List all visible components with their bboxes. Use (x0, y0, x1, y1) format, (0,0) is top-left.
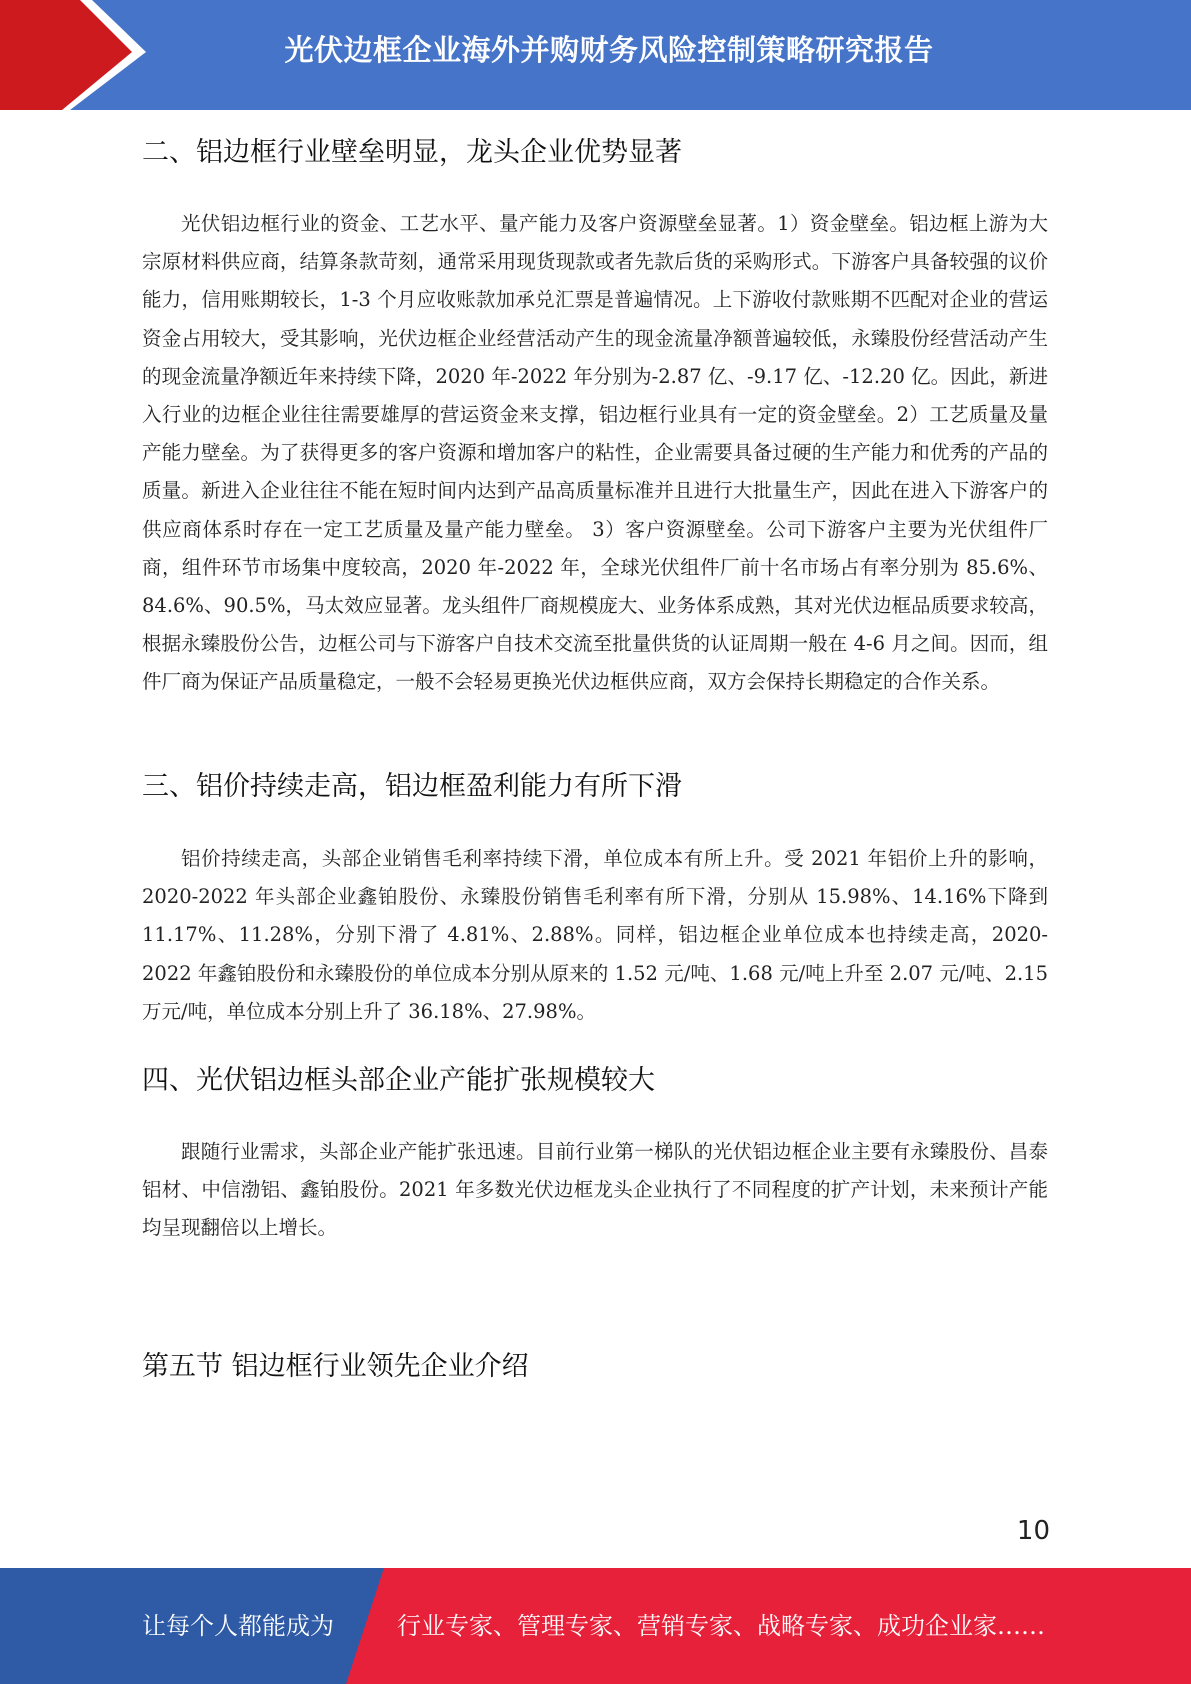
chapter-heading-leading-companies: 第五节 铝边框行业领先企业介绍 (142, 1351, 529, 1382)
header-banner (0, 0, 1191, 110)
page-number: 10 (1016, 1516, 1050, 1546)
section-paragraph-capacity: 跟随行业需求，头部企业产能扩张迅速。目前行业第一梯队的光伏铝边框企业主要有永臻股份、昌泰铝材、中信渤铝、鑫铂股份。2021 年多数光伏边框龙头企业执行了不同程度的扩产计划，未来预计产能均呈现翻倍以上增长。 (142, 1140, 1048, 1240)
footer-banner (0, 1568, 1191, 1684)
section-paragraph-barriers: 光伏铝边框行业的资金、工艺水平、量产能力及客户资源壁垒显著。1）资金壁垒。铝边框上游为大宗原材料供应商，结算条款苛刻，通常采用现货现款或者先款后货的采购形式。下游客户具备较强的议价能力，信用账期较长，1-3 个月应收账款加承兑汇票是普遍情况。上下游收付款账期不匹配对企业的营运资金占用较大，受其影响，光伏边框企业经营活动产生的现金流量净额普遍较低，永臻股份经营活动产生的现金流量净额近年来持续下降，2020 年-2022 年分别为-2.87 亿、-9.17 亿、-12.20 亿。因此，新进入行业的边框企业往往需要雄厚的营运资金来支撑，铝边框行业具有一定的资金壁垒。2）工艺质量及量产能力壁垒。为了获得更多的客户资源和增加客户的粘性，企业需要具备过硬的生产能力和优秀的产品的质量。新进入企业往往不能在短时间内达到产品高质量标准并且进行大批量生产，因此在进入下游客户的供应商体系时存在一定工艺质量及量产能力壁垒。 3）客户资源壁垒。公司下游客户主要为光伏组件厂商，组件环节市场集中度较高，2020 年-2022 年，全球光伏组件厂前十名市场占有率分别为 85.6%、84.6%、90.5%，马太效应显著。龙头组件厂商规模庞大、业务体系成熟，其对光伏边框品质要求较高，根据永臻股份公告，边框公司与下游客户自技术交流至批量供货的认证周期一般在 4-6 月之间。因而，组件厂商为保证产品质量稳定，一般不会轻易更换光伏边框供应商，双方会保持长期稳定的合作关系。 (142, 212, 1048, 694)
section-heading-barriers: 二、铝边框行业壁垒明显，龙头企业优势显著 (142, 137, 682, 168)
section-heading-aluminum-price: 三、铝价持续走高，铝边框盈利能力有所下滑 (142, 771, 682, 802)
footer-slogan-right: 行业专家、管理专家、营销专家、战略专家、成功企业家…… (397, 1612, 1045, 1640)
section-paragraph-aluminum-price: 铝价持续走高，头部企业销售毛利率持续下滑，单位成本有所上升。受 2021 年铝价上升的影响，2020-2022 年头部企业鑫铂股份、永臻股份销售毛利率有所下滑，分别从 15.98%、14.16%下降到 11.17%、11.28%，分别下滑了 4.81%、2.88%。同样，铝边框企业单位成本也持续走高，2020-2022 年鑫铂股份和永臻股份的单位成本分别从原来的 1.52 元/吨、1.68 元/吨上升至 2.07 元/吨、2.15 万元/吨，单位成本分别上升了 36.18%、27.98%。 (142, 847, 1048, 1023)
report-title: 光伏边框企业海外并购财务风险控制策略研究报告 (284, 33, 934, 67)
section-heading-capacity: 四、光伏铝边框头部企业产能扩张规模较大 (142, 1065, 655, 1096)
footer-slogan-left: 让每个人都能成为 (142, 1612, 334, 1640)
